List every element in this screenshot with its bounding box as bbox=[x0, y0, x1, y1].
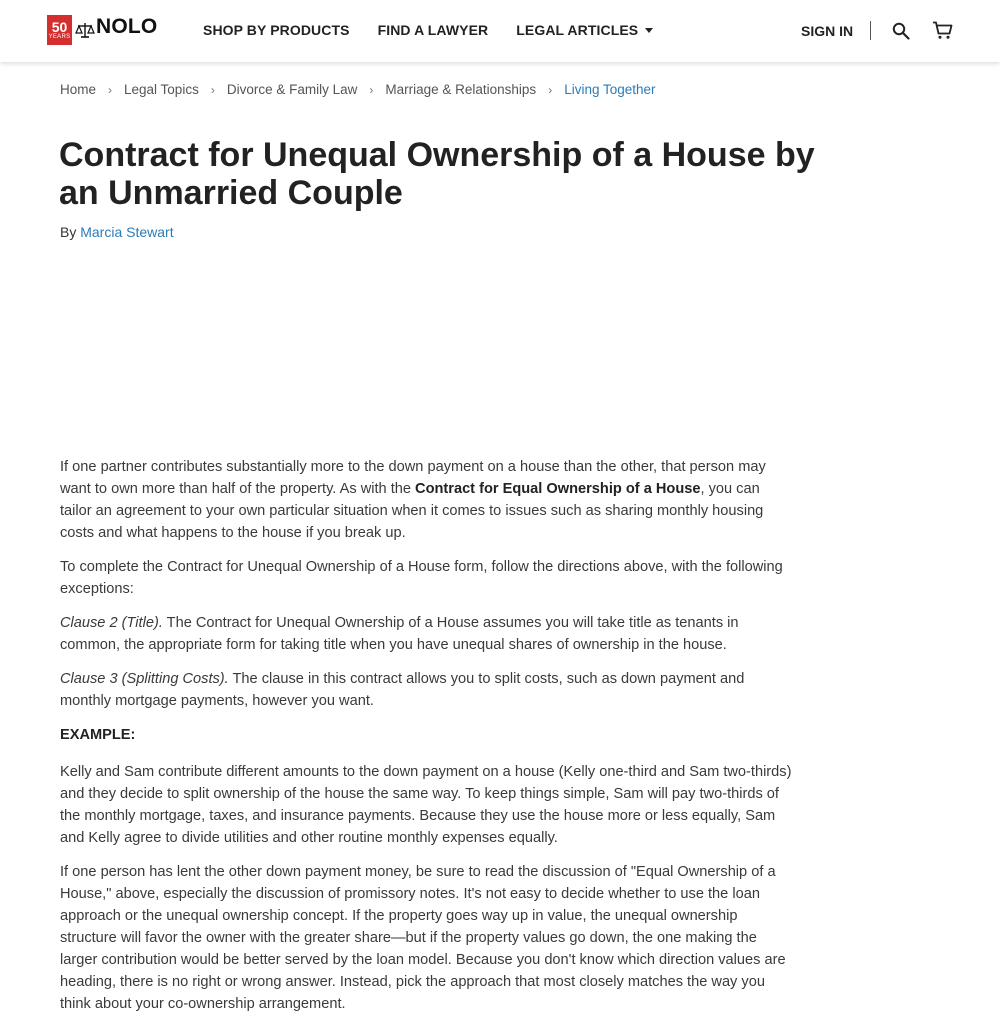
nolo-logo[interactable] bbox=[47, 15, 157, 45]
paragraph-example: Kelly and Sam contribute different amounts to the down payment on a house (Kelly one-third and Sam two-thirds) and they decide to split ownership of the house the same way. To keep things simple, Sam will pay two-thirds of the monthly mortgage, taxes, and insurance payments. Because they use the house more or less equally, Sam and Kelly agree to divide utilities and other routine monthly expenses equally. bbox=[60, 764, 792, 846]
brand-name: NOLO bbox=[96, 15, 158, 38]
breadcrumb-separator: › bbox=[108, 83, 113, 97]
chevron-down-icon bbox=[645, 28, 653, 33]
nav-shop-by-products[interactable]: SHOP BY PRODUCTS bbox=[203, 22, 350, 38]
breadcrumb-separator: › bbox=[210, 83, 215, 97]
breadcrumb-separator: › bbox=[548, 83, 553, 97]
badge-word: YEARS bbox=[48, 33, 71, 40]
clause-2-heading: Clause 2 (Title). bbox=[60, 615, 163, 631]
byline bbox=[60, 224, 174, 240]
search-icon[interactable] bbox=[892, 22, 910, 40]
author-link[interactable]: Marcia Stewart bbox=[80, 224, 174, 240]
nav-find-a-lawyer[interactable]: FIND A LAWYER bbox=[377, 22, 489, 38]
paragraph-loan-discussion: If one person has lent the other down payment money, be sure to read the discussion of "Equal Ownership of a House," above, especially the discussion of promissory notes. It's not easy to decide whether to use the loan approach or the unequal ownership concept. If the property goes way up in value, the unequal ownership structure will favor the owner with the greater share—but if the property values go down, the one making the larger contribution would be better served by the loan model. Because you don't know which direction values are heading, there is no right or wrong answer. Instead, pick the approach that most closely matches the way you think about your co-ownership arrangement. bbox=[60, 864, 786, 1012]
breadcrumb-living-together[interactable]: Living Together bbox=[564, 82, 656, 97]
sign-in-link[interactable]: SIGN IN bbox=[801, 23, 854, 39]
paragraph-clause-3 bbox=[60, 668, 795, 712]
breadcrumb-divorce-family-law[interactable]: Divorce & Family Law bbox=[226, 82, 358, 97]
clause-2-text: The Contract for Unequal Ownership of a House assumes you will take title as tenants in common, the appropriate form for taking title when you have unequal shares of ownership in the house. bbox=[60, 615, 739, 653]
equal-ownership-contract-link[interactable]: Contract for Equal Ownership of a House bbox=[415, 481, 701, 497]
50-years-badge bbox=[47, 15, 72, 45]
scales-icon bbox=[75, 20, 95, 40]
clause-3-heading: Clause 3 (Splitting Costs). bbox=[60, 671, 229, 687]
breadcrumb-home[interactable]: Home bbox=[60, 82, 97, 97]
cart-icon[interactable] bbox=[932, 21, 953, 40]
breadcrumb-marriage-relationships[interactable]: Marriage & Relationships bbox=[385, 82, 537, 97]
paragraph-intro bbox=[60, 456, 795, 544]
header-divider bbox=[870, 21, 871, 40]
breadcrumb bbox=[60, 82, 656, 99]
site-header bbox=[0, 0, 1000, 62]
clause-3-text: The clause in this contract allows you to split costs, such as down payment and monthly mortgage payments, however you want. bbox=[60, 671, 745, 709]
nav-legal-articles-label: LEGAL ARTICLES bbox=[516, 22, 639, 38]
page-title: Contract for Unequal Ownership of a House by an Unmarried Couple bbox=[59, 136, 815, 212]
main-nav bbox=[203, 22, 681, 38]
example-label: EXAMPLE: bbox=[60, 727, 136, 743]
breadcrumb-legal-topics[interactable]: Legal Topics bbox=[124, 82, 199, 97]
nav-legal-articles[interactable] bbox=[516, 22, 653, 38]
paragraph-clause-2 bbox=[60, 612, 795, 656]
paragraph-directions: To complete the Contract for Unequal Ownership of a House form, follow the directions above, with the following exceptions: bbox=[60, 559, 783, 597]
intro-text-start: If one partner contributes substantially more to the down payment on a house than the other, that person may want to own more than half of the property. As with the bbox=[60, 459, 766, 497]
breadcrumb-separator: › bbox=[369, 83, 374, 97]
intro-text-end: , you can tailor an agreement to your own particular situation when it comes to issues such as sharing monthly housing costs and what happens to the house if you break up. bbox=[60, 481, 764, 541]
article-body bbox=[60, 456, 795, 1027]
byline-label: By bbox=[60, 224, 77, 240]
badge-number: 50 bbox=[51, 18, 68, 35]
